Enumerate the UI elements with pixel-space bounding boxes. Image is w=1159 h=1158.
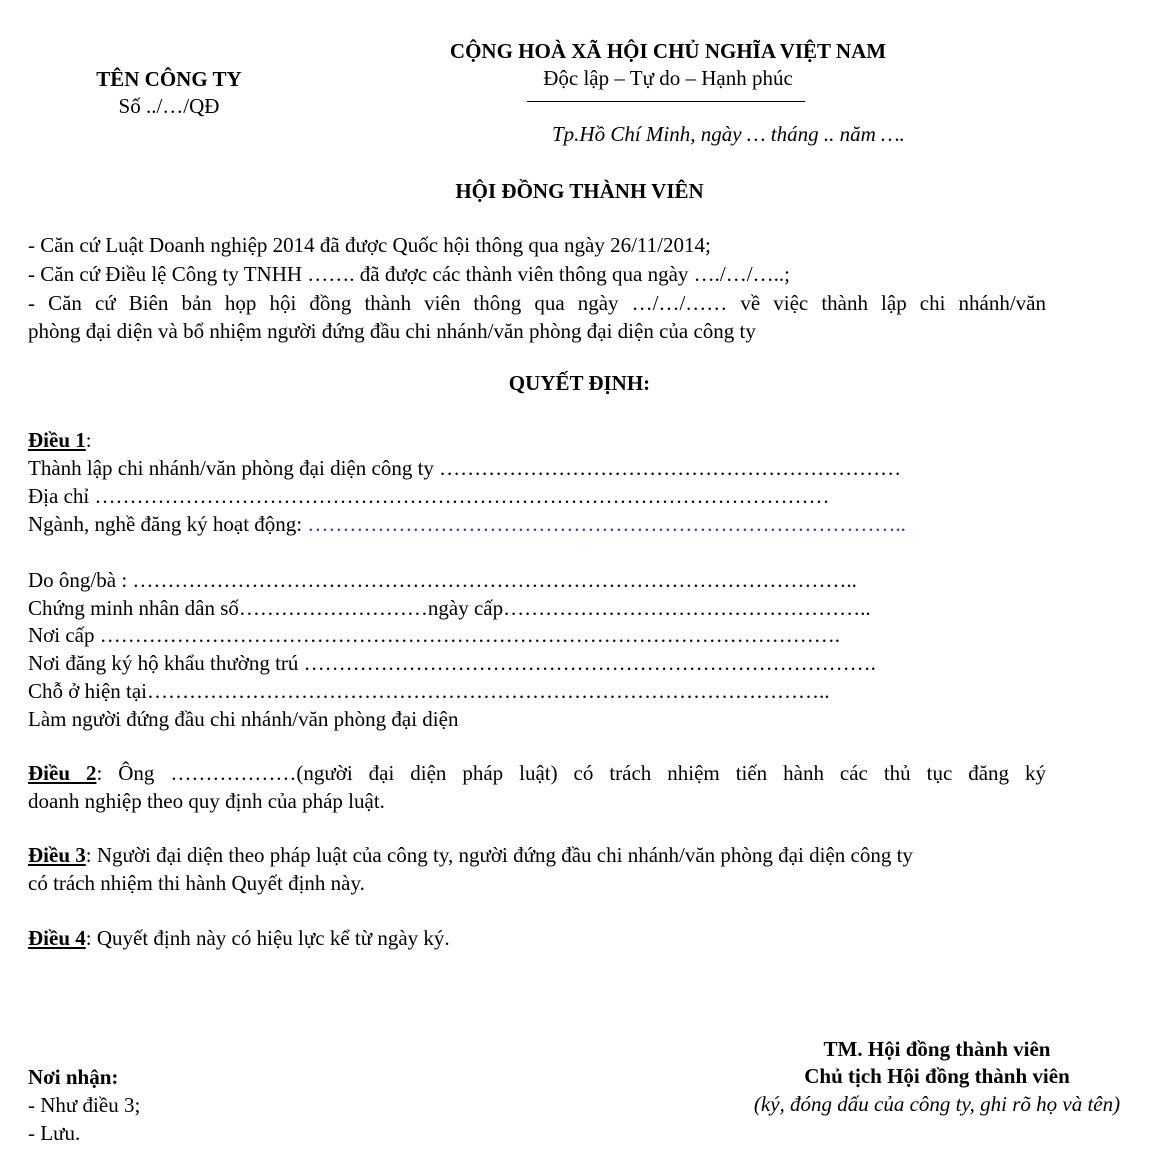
article-3-line-1 <box>28 842 913 868</box>
issuer-title: HỘI ĐỒNG THÀNH VIÊN <box>455 179 704 203</box>
article-2-line-2: doanh nghiệp theo quy định của pháp luật. <box>28 789 385 813</box>
article-3-text: : Người đại diện theo pháp luật của công ty, người đứng đầu chi nhánh/văn phòng đại diện công ty <box>85 843 913 867</box>
article-2-label: Điều 2 <box>28 761 97 785</box>
article-3-label: Điều 3 <box>28 843 86 867</box>
signature-note: (ký, đóng dấu của công ty, ghi rõ họ và tên) <box>753 1092 1121 1116</box>
signature-role: Chủ tịch Hội đồng thành viên <box>804 1064 1070 1088</box>
article-1-colon: : <box>85 428 92 452</box>
motto-underline <box>527 101 805 102</box>
article-2-text: : Ông ………………(người đại diện pháp luật) có trách nhiệm tiến hành các thủ tục đăng ký <box>96 761 1046 785</box>
recipient-item: - Lưu. <box>28 1121 81 1145</box>
article-4-label: Điều 4 <box>28 926 86 950</box>
article-4-line <box>28 925 450 951</box>
signature-title: TM. Hội đồng thành viên <box>823 1037 1051 1061</box>
recipient-item: - Như điều 3; <box>28 1093 141 1117</box>
national-title: CỘNG HOÀ XÃ HỘI CHỦ NGHĨA VIỆT NAM <box>449 39 887 63</box>
article-1-label: Điều 1 <box>28 428 86 452</box>
basis-line-4: phòng đại diện và bổ nhiệm người đứng đầu chi nhánh/văn phòng đại diện của công ty <box>28 319 756 343</box>
article-1-current-address-line: Chỗ ở hiện tại…………………………………………………………………………………….. <box>28 679 830 703</box>
place-date: Tp.Hồ Chí Minh, ngày … tháng .. năm …. <box>552 122 905 146</box>
national-motto: Độc lập – Tự do – Hạnh phúc <box>543 66 793 90</box>
article-4-text: : Quyết định này có hiệu lực kể từ ngày ký. <box>85 926 450 950</box>
basis-line-2: - Căn cứ Điều lệ Công ty TNHH ……. đã được các thành viên thông qua ngày …./…/…..; <box>28 262 790 286</box>
article-2-line-1 <box>28 760 1046 786</box>
recipients-title: Nơi nhận: <box>28 1065 119 1089</box>
article-1-person-line: Do ông/bà : ………………………………………………………………………………………….. <box>28 568 857 592</box>
document-number: Số ../…/QĐ <box>118 94 220 118</box>
article-1-role-line: Làm người đứng đầu chi nhánh/văn phòng đại diện <box>28 707 459 731</box>
article-1-business-line <box>28 511 906 537</box>
basis-line-3: - Căn cứ Biên bản họp hội đồng thành viên thông qua ngày …/…/…… về việc thành lập chi nhánh/văn <box>28 291 1046 315</box>
company-name: TÊN CÔNG TY <box>96 67 242 91</box>
business-dots: ………………………………………………………………………….. <box>307 512 906 536</box>
basis-line-1: - Căn cứ Luật Doanh nghiệp 2014 đã được Quốc hội thông qua ngày 26/11/2014; <box>28 233 711 257</box>
article-1-address-line: Địa chỉ …………………………………………………………………………………………… <box>28 484 830 508</box>
article-1-residence-line: Nơi đăng ký hộ khẩu thường trú ………………………………………………………………………. <box>28 651 876 675</box>
article-1-issue-place-line: Nơi cấp ……………………………………………………………………………………………. <box>28 623 840 647</box>
article-1-establish-line: Thành lập chi nhánh/văn phòng đại diện công ty ………………………………………………………… <box>28 456 902 480</box>
article-3-line-2: có trách nhiệm thi hành Quyết định này. <box>28 871 365 895</box>
article-1-id-line: Chứng minh nhân dân số………………………ngày cấp…………………………………………….. <box>28 596 871 620</box>
business-label: Ngành, nghề đăng ký hoạt động: <box>28 512 308 536</box>
article-1-heading <box>28 427 92 453</box>
decision-title: QUYẾT ĐỊNH: <box>508 371 651 395</box>
